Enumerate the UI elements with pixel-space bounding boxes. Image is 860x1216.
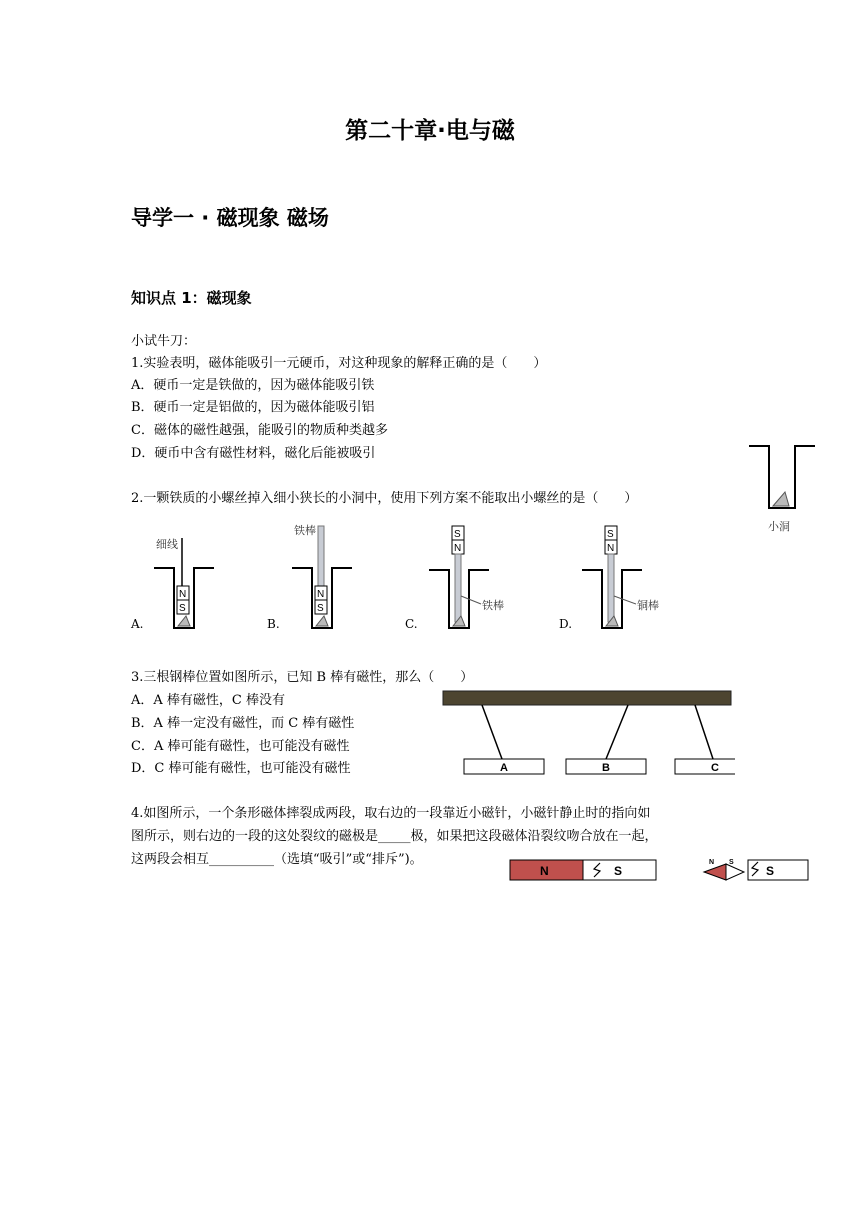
knowledge-point-title: 知识点 1：磁现象	[131, 289, 252, 307]
q2-option-a: A.	[131, 617, 144, 631]
q2-option-c: C.	[405, 617, 418, 631]
svg-text:S: S	[317, 603, 324, 614]
q3-figure	[440, 688, 735, 778]
q2-figure-c	[425, 524, 505, 634]
q2-stem: 2.一颗铁质的小螺丝掉入细小狭长的小洞中，使用下列方案不能取出小螺丝的是（ ）	[131, 491, 638, 506]
piece-s-label: S	[766, 864, 775, 878]
q1-option-c: C．磁体的磁性越强，能吸引的物质种类越多	[131, 423, 388, 438]
q1-option-a: A．硬币一定是铁做的，因为磁体能吸引铁	[131, 378, 375, 393]
svg-text:N: N	[317, 589, 325, 600]
svg-text:S: S	[179, 603, 186, 614]
q2-figure-d	[580, 524, 665, 634]
q3-option-d: D．C 棒可能有磁性，也可能没有磁性	[131, 761, 351, 776]
needle-n-label: N	[709, 859, 715, 866]
q1-option-d: D．硬币中含有磁性材料，磁化后能被吸引	[131, 446, 376, 461]
needle-magnet-figure	[700, 852, 812, 892]
fig-d-label: 铜棒	[637, 600, 659, 612]
q2-figure-a	[150, 528, 220, 633]
hole-figure	[745, 440, 820, 535]
q4-line-2: 图所示，则右边的一段的这处裂纹的磁极是_____极，如果把这段磁体沿裂纹吻合放在一起，	[131, 829, 658, 844]
q1-stem: 1.实验表明，磁体能吸引一元硬币，对这种现象的解释正确的是（ ）	[131, 356, 547, 371]
page-title: 第二十章·电与磁	[345, 118, 515, 144]
svg-text:N: N	[179, 589, 187, 600]
q3-option-c: C．A 棒可能有磁性，也可能没有磁性	[131, 739, 350, 754]
q2-option-d: D.	[559, 617, 573, 631]
svg-text:N: N	[454, 543, 462, 554]
q3-option-a: A．A 棒有磁性，C 棒没有	[131, 693, 285, 708]
magnet-n-label: N	[540, 864, 549, 878]
svg-text:N: N	[607, 543, 615, 554]
fig-b-label: 铁棒	[294, 525, 316, 537]
svg-text:S: S	[454, 529, 461, 540]
intro-text: 小试牛刀：	[131, 334, 197, 349]
q4-line-3: 这两段会相互__________（选填“吸引”或“排斥”)。	[131, 852, 423, 867]
q3-option-b: B．A 棒一定没有磁性，而 C 棒有磁性	[131, 716, 355, 731]
q3-stem: 3.三根钢棒位置如图所示，已知 B 棒有磁性，那么（ ）	[131, 670, 474, 685]
bar-b-label: B	[602, 762, 610, 774]
svg-text:S: S	[607, 529, 614, 540]
bar-c-label: C	[711, 762, 719, 774]
q2-option-b: B.	[267, 617, 280, 631]
needle-s-label: S	[729, 859, 734, 866]
bar-a-label: A	[500, 762, 508, 774]
q1-option-b: B．硬币一定是铝做的，因为磁体能吸引铝	[131, 400, 375, 415]
magnet-s-label: S	[614, 864, 623, 878]
q4-line-1: 4.如图所示，一个条形磁体摔裂成两段，取右边的一段靠近小磁针，小磁针静止时的指向如	[131, 806, 651, 821]
fig-a-label: 细线	[156, 539, 178, 551]
broken-magnet-figure	[508, 857, 658, 883]
q2-figure-b	[288, 520, 358, 633]
hole-label: 小洞	[768, 521, 790, 533]
fig-c-label: 铁棒	[482, 600, 504, 612]
section-title: 导学一 · 磁现象 磁场	[131, 206, 329, 230]
